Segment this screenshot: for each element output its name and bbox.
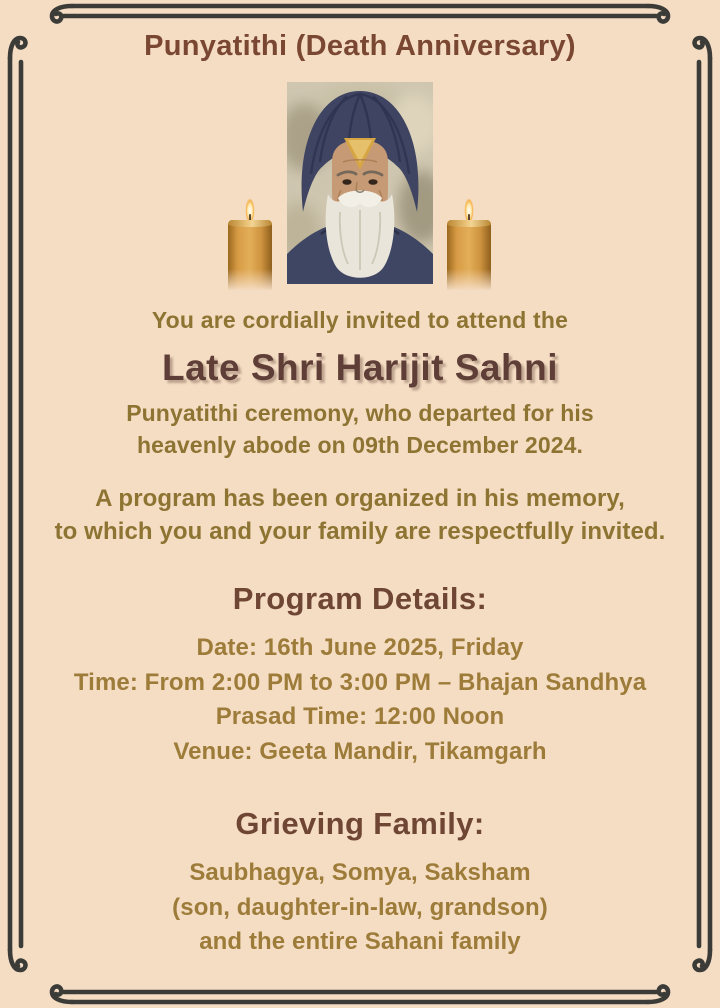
program-prasad-time: Prasad Time: 12:00 Noon (215, 703, 505, 731)
organized-paragraph (55, 482, 666, 548)
organized-line-2: to which you and your family are respectfully invited. (54, 517, 666, 545)
grieving-family-heading: Grieving Family: (235, 806, 485, 842)
program-venue: Venue: Geeta Mandir, Tikamgarh (173, 737, 547, 765)
family-closing: and the entire Sahani family (199, 928, 521, 956)
candle-left-icon (228, 194, 272, 290)
memorial-hero (0, 82, 720, 290)
family-names: Saubhagya, Somya, Saksham (189, 859, 531, 887)
departed-line-1: Punyatithi ceremony, who departed for his (126, 400, 594, 427)
program-details-heading: Program Details: (232, 581, 488, 617)
invitation-line: You are cordially invited to attend the (151, 307, 569, 334)
family-relations: (son, daughter-in-law, grandson) (172, 893, 548, 921)
departed-line-2: heavenly abode on 09th December 2024. (136, 432, 583, 459)
candle-body (228, 220, 272, 290)
candle-body (447, 220, 491, 290)
page-title: Punyatithi (Death Anniversary) (144, 30, 576, 62)
candle-right-icon (447, 194, 491, 290)
program-details-list (74, 631, 646, 769)
grieving-family-list (172, 856, 548, 960)
program-date: Date: 16th June 2025, Friday (196, 634, 524, 662)
organized-line-1: A program has been organized in his memory, (95, 484, 625, 512)
program-time: Time: From 2:00 PM to 3:00 PM – Bhajan Sandhya (73, 668, 647, 696)
deceased-name: Late Shri Harijit Sahni (162, 347, 558, 389)
departed-paragraph (126, 398, 594, 461)
deceased-portrait-image (287, 82, 433, 284)
